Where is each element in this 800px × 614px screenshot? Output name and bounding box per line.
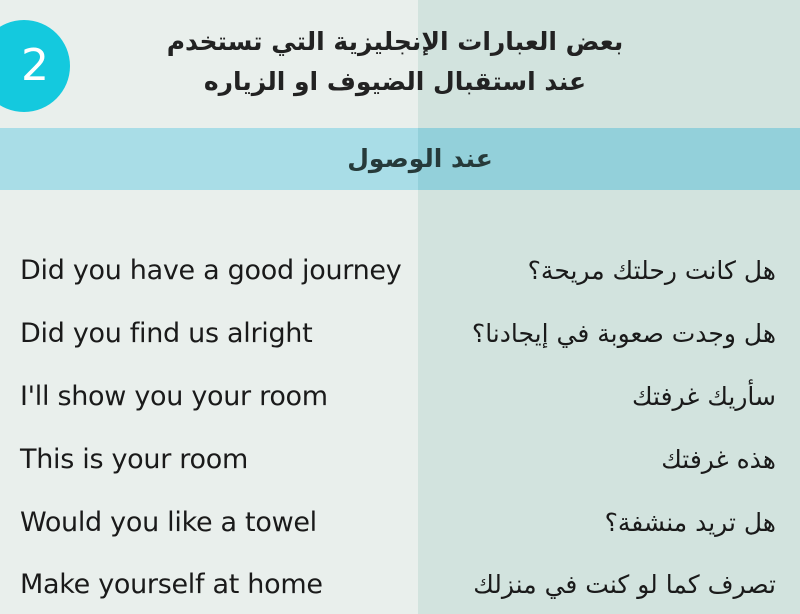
english-phrase: Make yourself at home <box>20 569 323 600</box>
phrase-row <box>0 435 800 485</box>
phrase-row <box>0 498 800 548</box>
page-title <box>100 22 690 102</box>
badge-number: 2 <box>21 40 49 91</box>
phrase-row <box>0 560 800 610</box>
arabic-phrase: هل تريد منشفة؟ <box>604 508 776 537</box>
arabic-phrase: سأريك غرفتك <box>631 382 776 411</box>
arabic-phrase: تصرف كما لو كنت في منزلك <box>473 570 776 599</box>
title-line-1: بعض العبارات الإنجليزية التي تستخدم <box>166 27 624 56</box>
english-phrase: Did you find us alright <box>20 318 313 349</box>
phrase-row <box>0 309 800 359</box>
english-phrase: I'll show you your room <box>20 381 328 412</box>
arabic-phrase: هذه غرفتك <box>661 445 776 474</box>
english-phrase: Did you have a good journey <box>20 255 402 286</box>
arabic-phrase: هل كانت رحلتك مريحة؟ <box>527 256 776 285</box>
english-phrase: Would you like a towel <box>20 507 317 538</box>
title-line-2: عند استقبال الضيوف او الزياره <box>203 67 587 96</box>
english-phrase: This is your room <box>20 444 248 475</box>
section-title: عند الوصول <box>347 144 493 173</box>
arabic-phrase: هل وجدت صعوبة في إيجادنا؟ <box>471 319 776 348</box>
phrase-row <box>0 246 800 296</box>
phrase-row <box>0 372 800 422</box>
